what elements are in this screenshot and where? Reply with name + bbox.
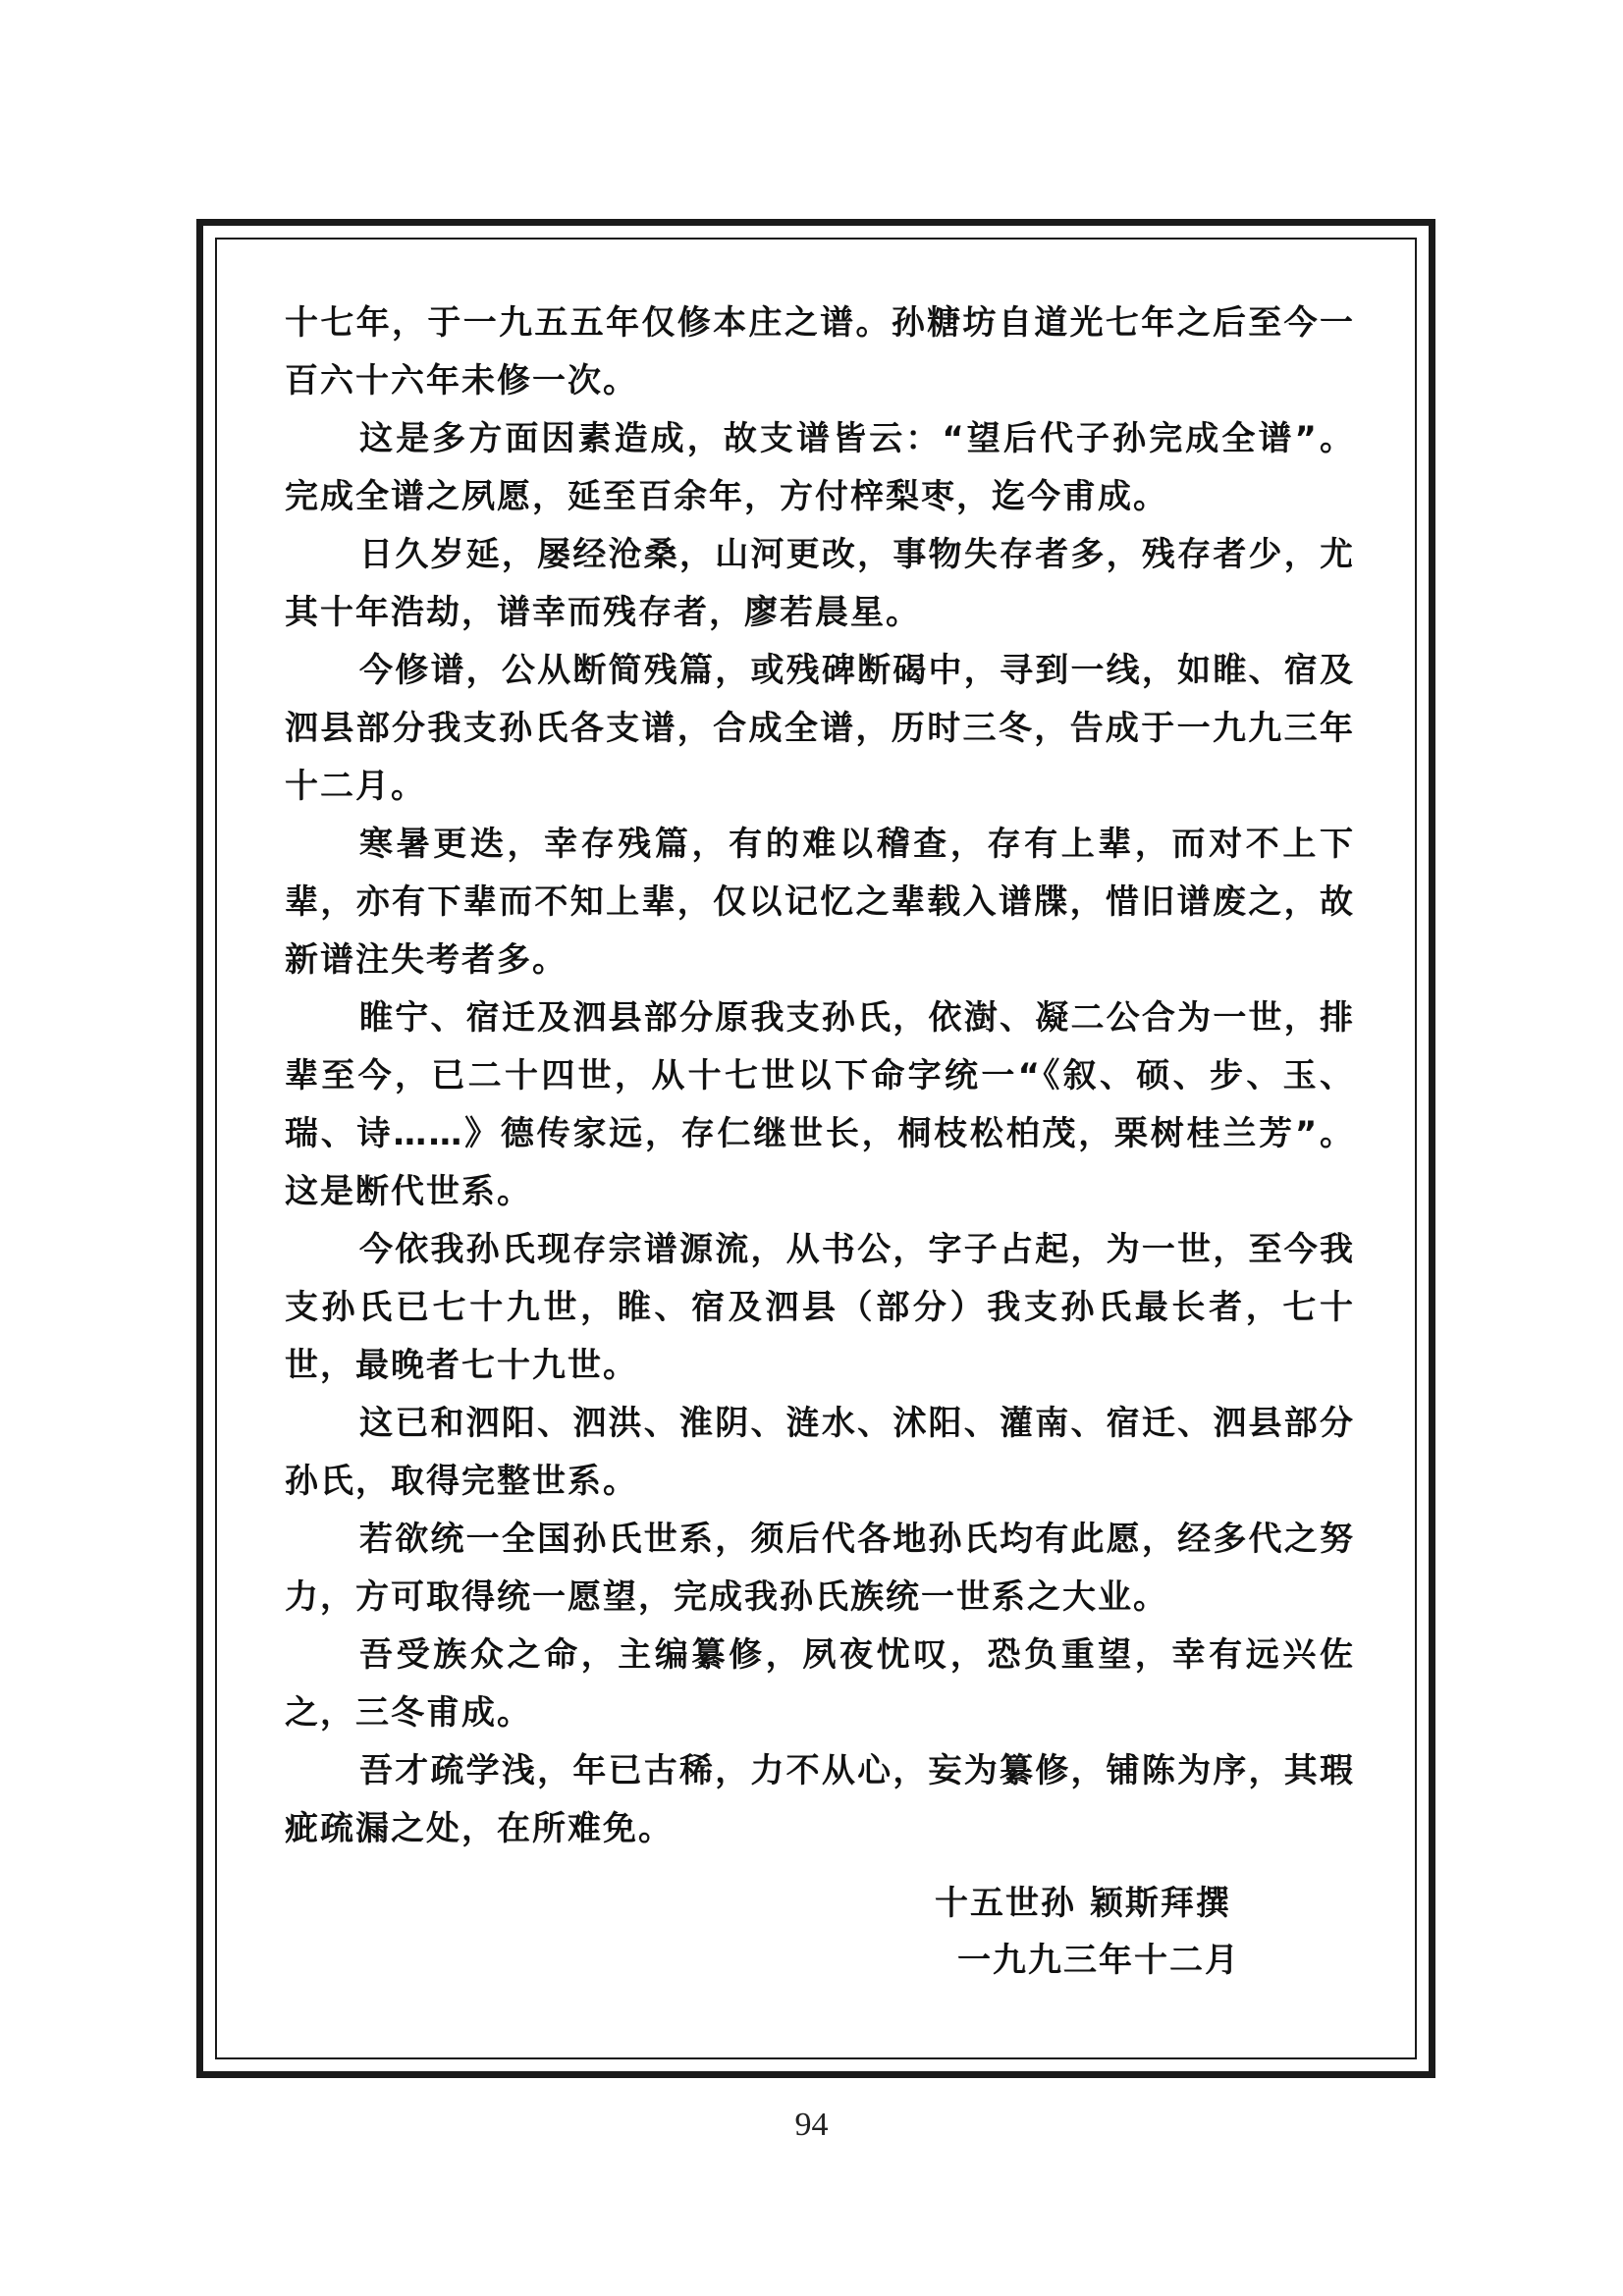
paragraph: 十七年，于一九五五年仅修本庄之谱。孙糖坊自道光七年之后至今一百六十六年未修一次。 (285, 303, 1355, 400)
paragraph: 寒暑更迭，幸存残篇，有的难以稽查，存有上辈，而对不上下辈，亦有下辈而不知上辈，仅以记忆之辈载入谱牒，惜旧谱废之，故新谱注失考者多。 (285, 825, 1355, 980)
page-number: 94 (794, 2107, 829, 2143)
signature-date: 一九九三年十二月 (957, 1941, 1240, 1980)
body-text (285, 294, 1355, 1858)
paragraph: 日久岁延，屡经沧桑，山河更改，事物失存者多，残存者少，尤其十年浩劫，谱幸而残存者，廖若晨星。 (285, 535, 1355, 632)
paragraph: 吾受族众之命，主编纂修，夙夜忧叹，恐负重望，幸有远兴佐之，三冬甫成。 (285, 1635, 1355, 1733)
paragraph: 这已和泗阳、泗洪、淮阴、涟水、沭阳、灌南、宿迁、泗县部分孙氏，取得完整世系。 (285, 1404, 1355, 1501)
paragraph: 吾才疏学浅，年已古稀，力不从心，妄为纂修，铺陈为序，其瑕疵疏漏之处，在所难免。 (285, 1751, 1355, 1848)
paragraph: 这是多方面因素造成，故支谱皆云：“望后代子孙完成全谱”。完成全谱之夙愿，延至百余年，方付梓梨枣，迄今甫成。 (285, 419, 1355, 516)
paragraph: 睢宁、宿迁及泗县部分原我支孙氏，依澍、凝二公合为一世，排辈至今，已二十四世，从十七世以下命字统一“《叙、硕、步、玉、瑞、诗……》德传家远，存仁继世长，桐枝松柏茂，栗树桂兰芳”。这是断代世系。 (285, 998, 1355, 1211)
paragraph: 今依我孙氏现存宗谱源流，从书公，字子占起，为一世，至今我支孙氏已七十九世，睢、宿及泗县（部分）我支孙氏最长者，七十世，最晚者七十九世。 (285, 1230, 1355, 1385)
paragraph: 若欲统一全国孙氏世系，须后代各地孙氏均有此愿，经多代之努力，方可取得统一愿望，完成我孙氏族统一世系之大业。 (285, 1520, 1355, 1617)
signature-author: 十五世孙 颖斯拜撰 (935, 1884, 1231, 1923)
paragraph: 今修谱，公从断简残篇，或残碑断碣中，寻到一线，如睢、宿及泗县部分我支孙氏各支谱，合成全谱，历时三冬，告成于一九九三年十二月。 (285, 651, 1355, 806)
